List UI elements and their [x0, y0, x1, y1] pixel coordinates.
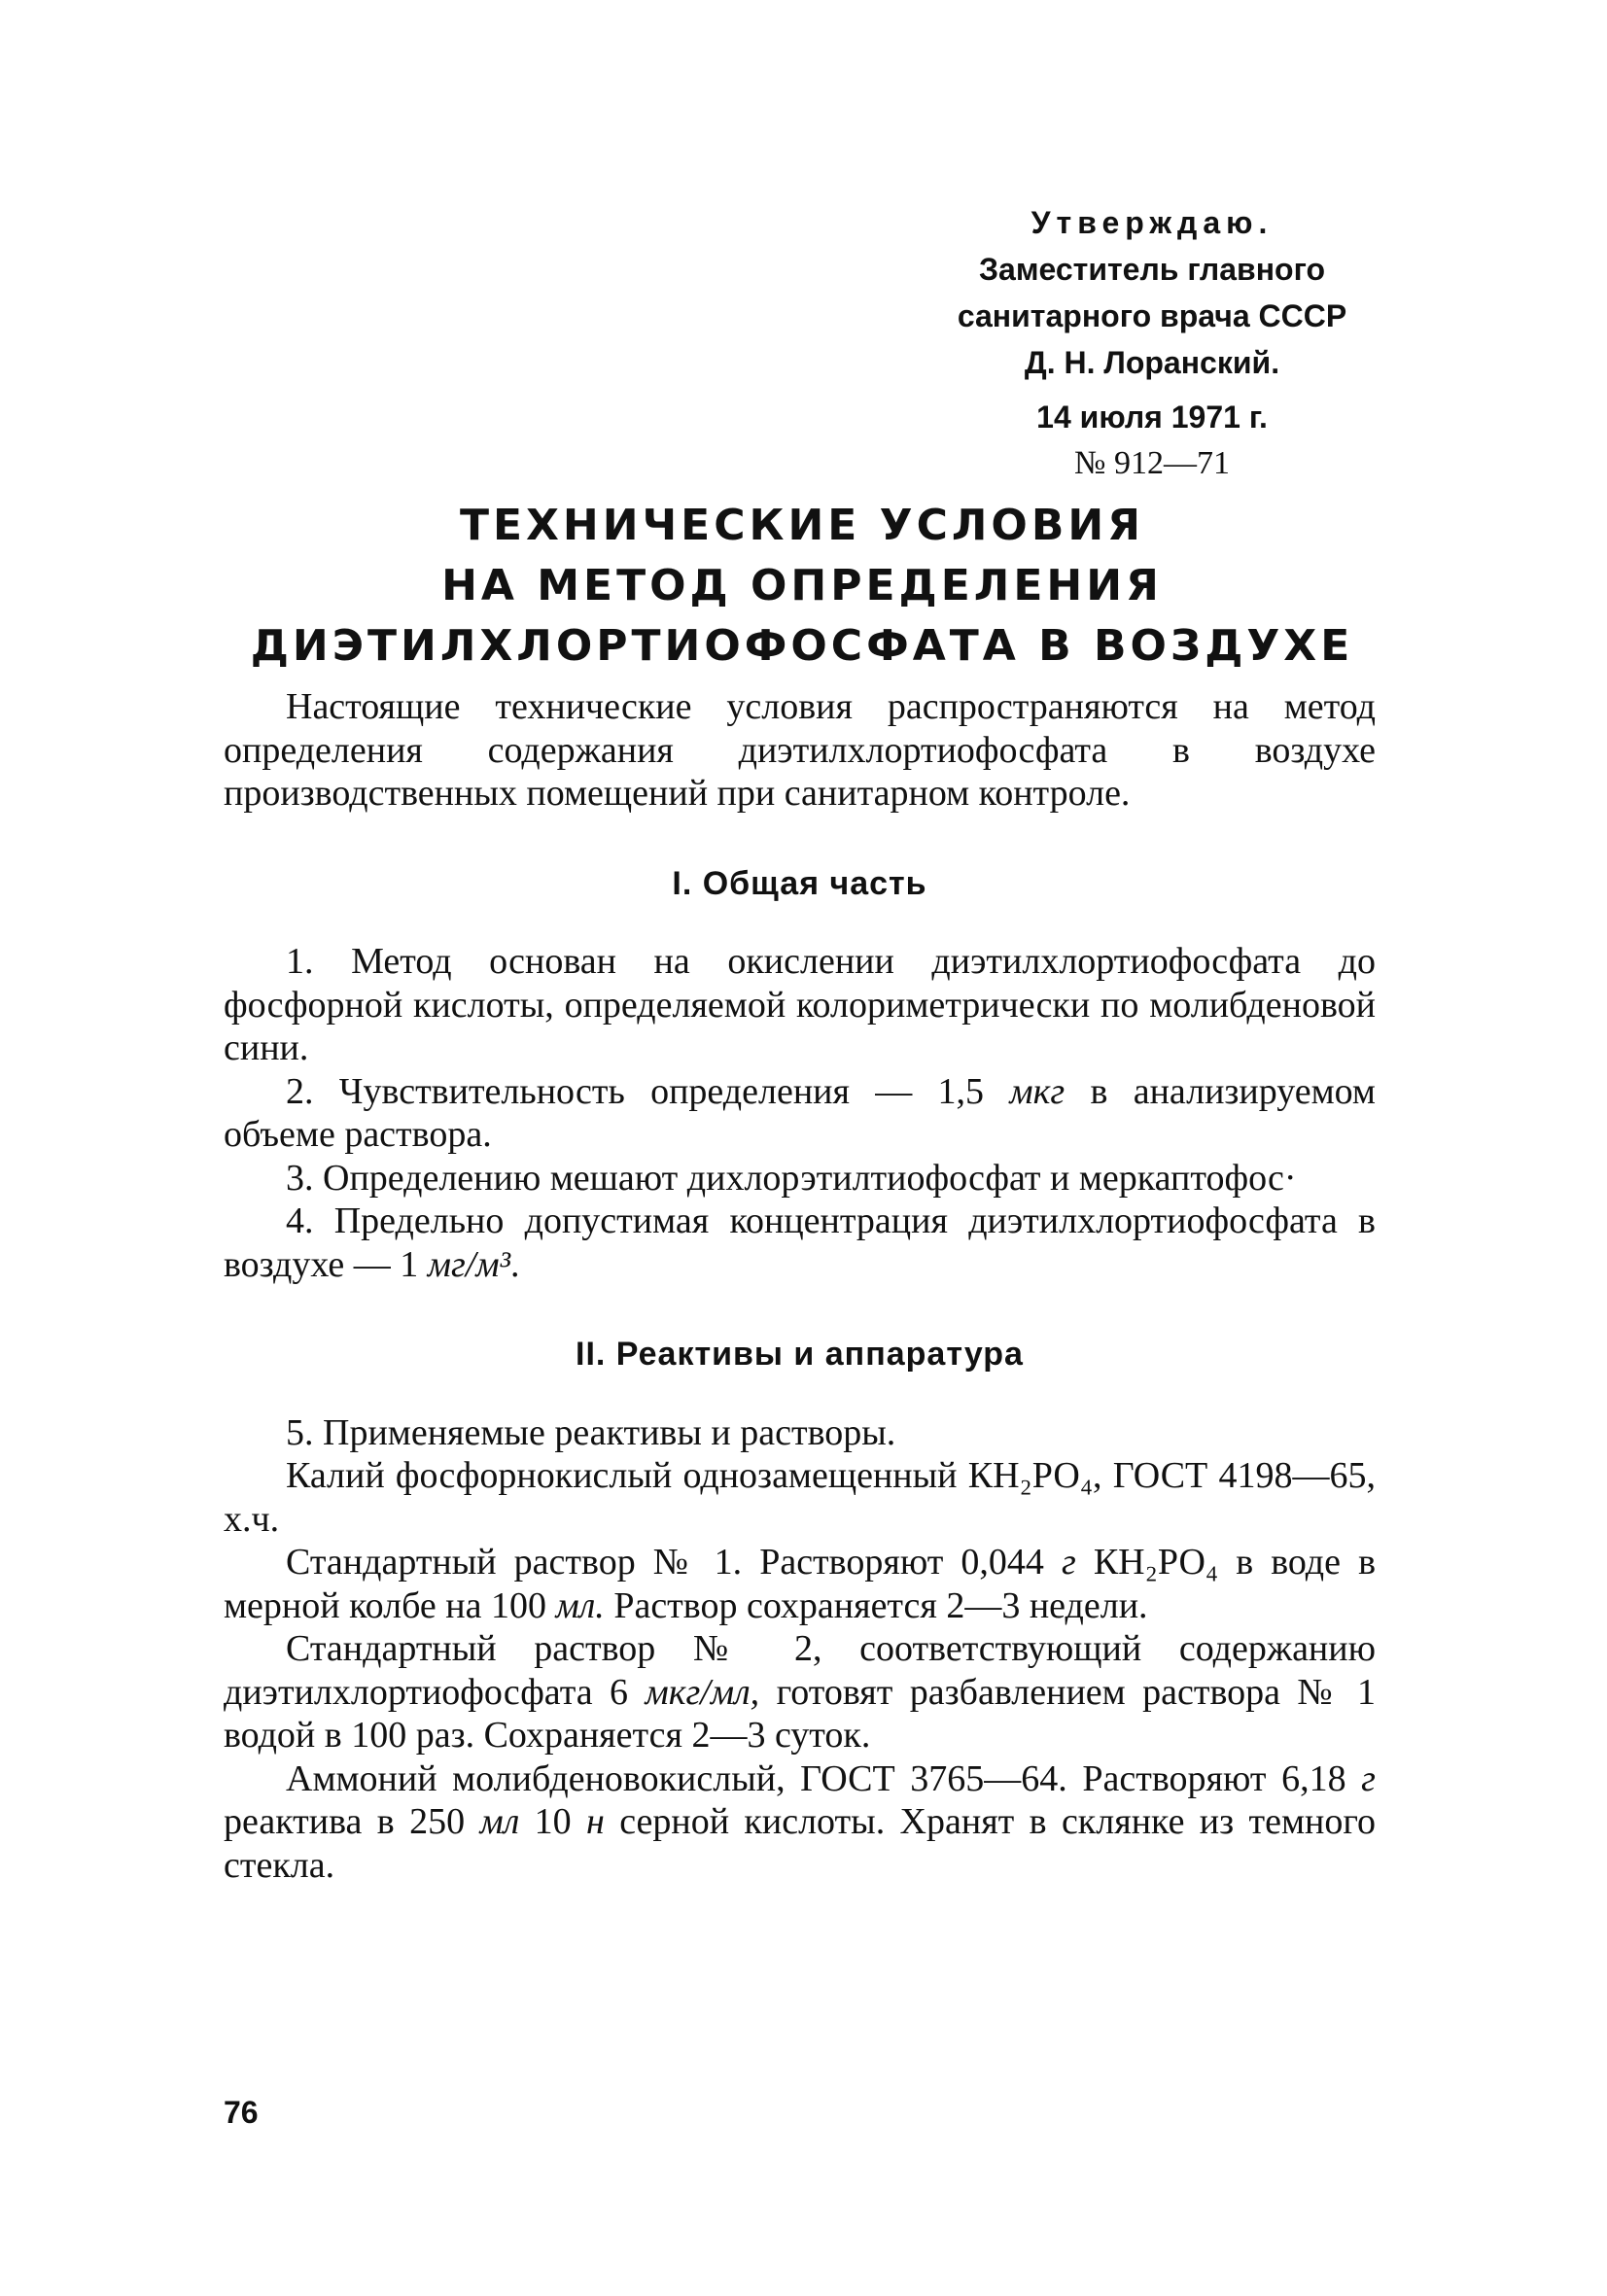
paragraph-9-text-d: серной кислоты. Хранят в склянке из темного стекла.	[224, 1801, 1376, 1886]
paragraph-4-text-b: .	[510, 1243, 520, 1285]
paragraph-7-text-b: КН₂РО₄ в воде в мерной колбе на 100	[224, 1542, 1377, 1626]
approval-heading: Утверждаю.	[1031, 205, 1274, 240]
paragraph-9-text-a: Аммоний молибденовокислый, ГОСТ 3765—64. Растворяют 6,18	[286, 1757, 1362, 1799]
paragraph-8	[224, 1627, 1376, 1757]
page-number: 76	[224, 2095, 259, 2130]
section-2-heading: II. Реактивы и аппаратура	[576, 1336, 1024, 1373]
paragraph-2-text-b: в анализируемом объеме раствора.	[224, 1070, 1376, 1155]
approval-signatory: Д. Н. Лоранский.	[1024, 345, 1280, 380]
paragraph-8-text-b: готовят разбавлением раствора № 1 водой в 100 раз. Сохраняется 2—3 суток.	[224, 1671, 1376, 1756]
title-line-3: ДИЭТИЛХЛОРТИОФОСФАТА В ВОЗДУХЕ	[250, 621, 1354, 671]
section-1-heading: I. Общая часть	[672, 864, 927, 902]
paragraph-9-unit-1: г	[1361, 1757, 1376, 1799]
paragraph-4	[224, 1200, 1376, 1286]
paragraph-9-text-c: 10	[519, 1801, 586, 1842]
paragraph-9-unit-3: н	[585, 1801, 605, 1842]
paragraph-9-text-b: реактива в 250	[224, 1801, 480, 1842]
paragraph-4-text-a: 4. Предельно допустимая концентрация диэтилхлортиофосфата в воздухе — 1	[224, 1200, 1376, 1285]
paragraph-4-unit: мг/м³	[427, 1243, 511, 1285]
paragraph-7-unit-1: г	[1061, 1542, 1076, 1583]
paragraph-1: 1. Метод основан на окислении диэтилхлортиофосфата до фосфорной кислоты, определяемой колориметрически по молибденовой сини.	[224, 941, 1376, 1068]
paragraph-5: 5. Применяемые реактивы и растворы.	[286, 1411, 896, 1453]
approval-block	[928, 199, 1376, 487]
paragraph-8-text-a: Стандартный раствор № 2, соответствующий содержанию диэтилхлортиофосфата 6	[224, 1628, 1376, 1713]
approval-position-line1: Заместитель главного	[978, 252, 1326, 287]
paragraph-9	[224, 1757, 1376, 1888]
approval-position-line2: санитарного врача СССР	[957, 298, 1347, 333]
paragraph-2-unit: мкг	[1009, 1070, 1066, 1112]
paragraph-7	[224, 1541, 1376, 1627]
paragraph-7-text-c: Раствор сохраняется 2—3 недели.	[604, 1584, 1148, 1626]
paragraph-3: 3. Определению мешают дихлорэтилтиофосфат и меркаптофос·	[286, 1157, 1297, 1199]
paragraph-8-unit-1: мкг/мл,	[645, 1671, 760, 1713]
paragraph-6: Калий фосфорнокислый однозамещенный КН₂РО₄, ГОСТ 4198—65, х.ч.	[224, 1455, 1376, 1540]
approval-number: № 912—71	[1074, 445, 1230, 481]
paragraph-2	[224, 1070, 1376, 1157]
title-line-2: НА МЕТОД ОПРЕДЕЛЕНИЯ	[441, 561, 1163, 610]
paragraph-9-unit-2: мл	[479, 1801, 520, 1842]
approval-date: 14 июля 1971 г.	[1036, 400, 1268, 435]
document-title	[233, 496, 1371, 677]
document-body	[224, 685, 1376, 1887]
paragraph-7-text-a: Стандартный раствор № 1. Растворяют 0,044	[286, 1542, 1062, 1583]
paragraph-2-text-a: 2. Чувствительность определения — 1,5	[286, 1070, 1010, 1112]
paragraph-7-unit-2: мл.	[555, 1584, 605, 1626]
title-line-1: ТЕХНИЧЕСКИЕ УСЛОВИЯ	[459, 501, 1145, 550]
intro-paragraph: Настоящие технические условия распространяются на метод определения содержания диэтилхлортиофосфата в воздухе производственных помещений при санитарном контроле.	[224, 686, 1376, 814]
